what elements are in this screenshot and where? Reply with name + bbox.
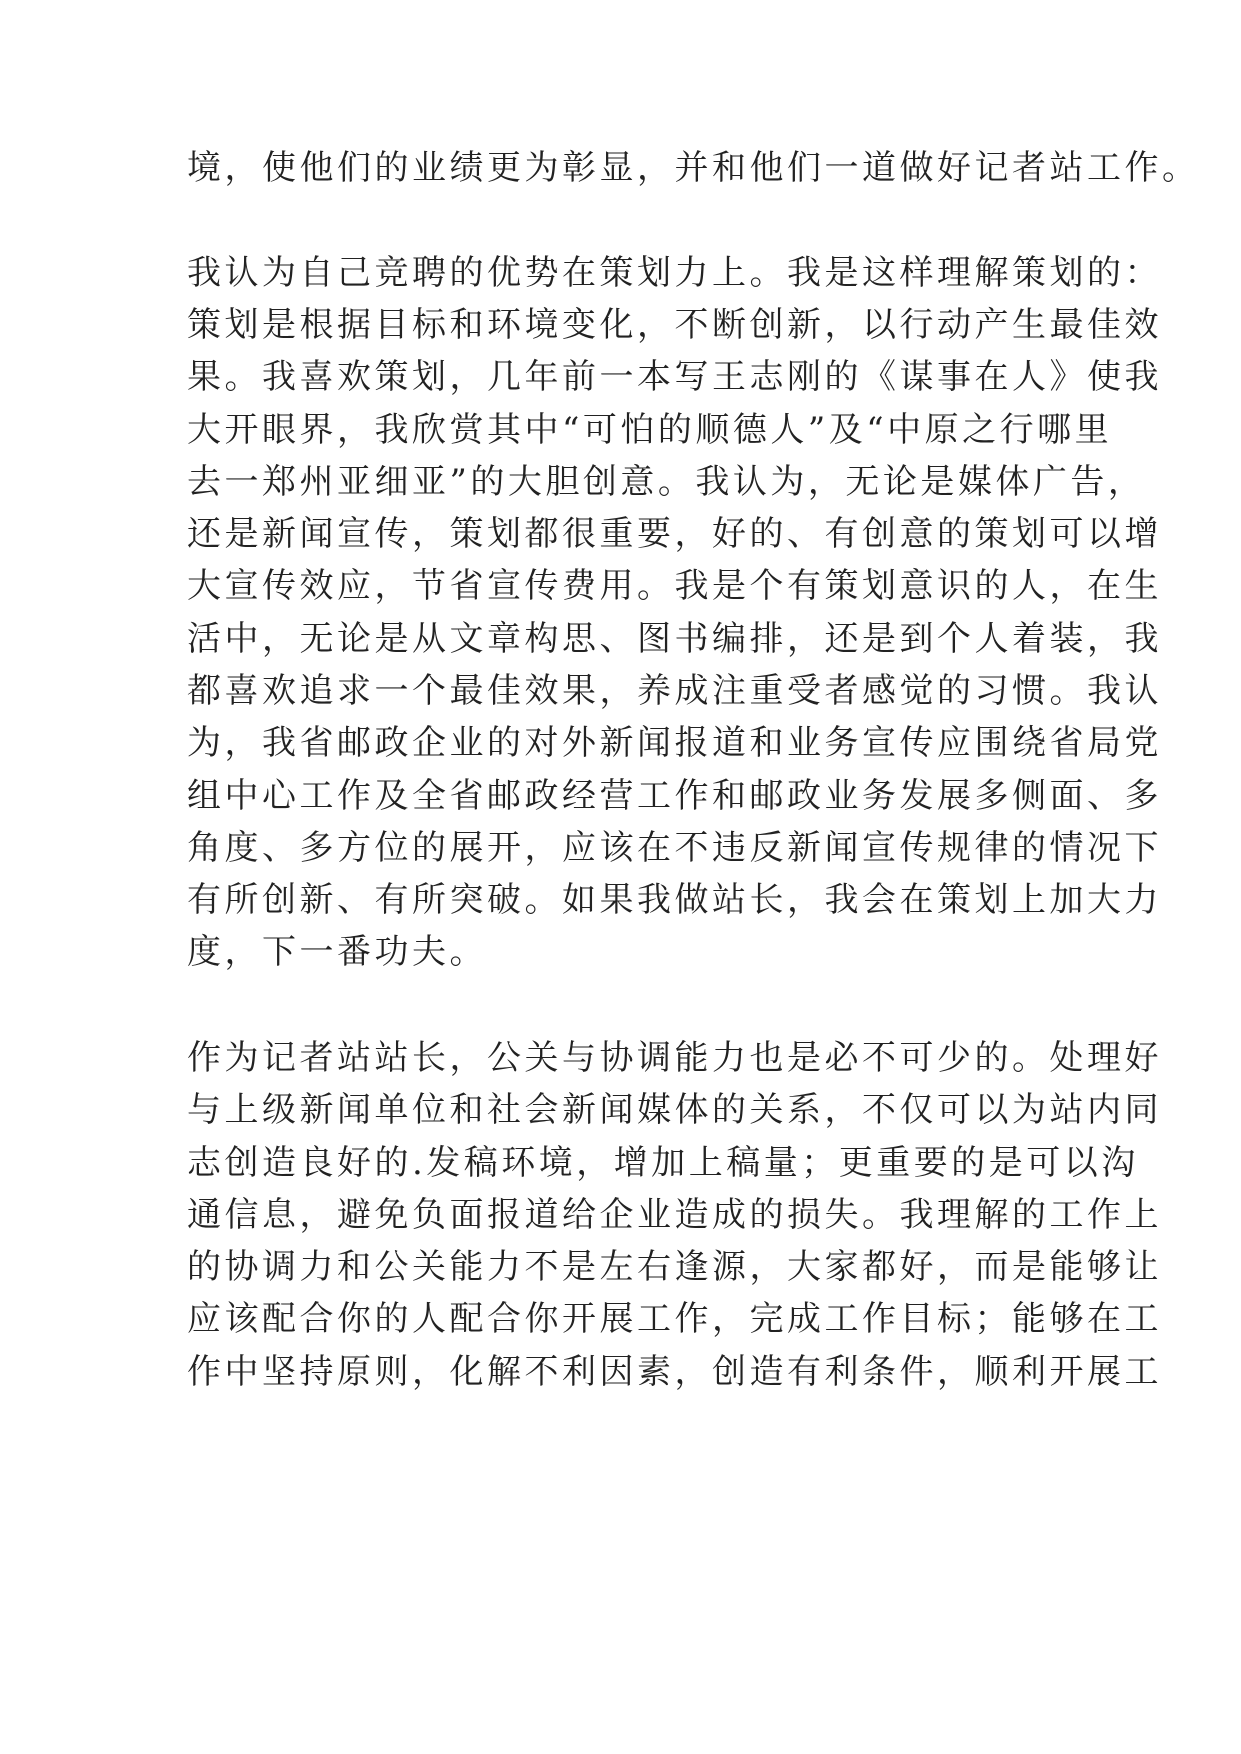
text-line: 组中心工作及全省邮政经营工作和邮政业务发展多侧面、多 [187, 776, 1162, 816]
text-line: 有所创新、有所突破。如果我做站长，我会在策划上加大力 [187, 880, 1162, 920]
text-line: 果。我喜欢策划，几年前一本写王志刚的《谋事在人》使我 [187, 357, 1162, 397]
text-line: 为，我省邮政企业的对外新闻报道和业务宣传应围绕省局党 [187, 723, 1162, 763]
text-line: 都喜欢追求一个最佳效果，养成注重受者感觉的习惯。我认 [187, 671, 1162, 711]
text-line: 角度、多方位的展开，应该在不违反新闻宣传规律的情况下 [187, 828, 1162, 868]
text-line: 还是新闻宣传，策划都很重要，好的、有创意的策划可以增 [187, 514, 1162, 554]
text-line: 活中，无论是从文章构思、图书编排，还是到个人着装，我 [187, 619, 1162, 659]
text-line: 的协调力和公关能力不是左右逢源，大家都好，而是能够让 [187, 1247, 1162, 1287]
text-line: 策划是根据目标和环境变化，不断创新，以行动产生最佳效 [187, 305, 1162, 345]
text-line: 志创造良好的.发稿环境，增加上稿量；更重要的是可以沟 [187, 1143, 1139, 1183]
text-line: 境，使他们的业绩更为彰显，并和他们一道做好记者站工作。 [187, 148, 1200, 188]
text-line: 大宣传效应，节省宣传费用。我是个有策划意识的人，在生 [187, 566, 1162, 606]
text-line: 大开眼界，我欣赏其中“可怕的顺德人”及“中原之行哪里 [187, 410, 1113, 450]
text-line: 应该配合你的人配合你开展工作，完成工作目标；能够在工 [187, 1299, 1162, 1339]
text-line: 通信息，避免负面报道给企业造成的损失。我理解的工作上 [187, 1195, 1162, 1235]
text-line: 度，下一番功夫。 [187, 932, 487, 972]
text-line: 我认为自己竞聘的优势在策划力上。我是这样理解策划的： [187, 253, 1162, 293]
text-line: 去一郑州亚细亚”的大胆创意。我认为，无论是媒体广告， [187, 462, 1146, 502]
text-line: 作为记者站站长，公关与协调能力也是必不可少的。处理好 [187, 1038, 1162, 1078]
text-line: 与上级新闻单位和社会新闻媒体的关系，不仅可以为站内同 [187, 1090, 1162, 1130]
text-line: 作中坚持原则，化解不利因素，创造有利条件，顺利开展工 [187, 1352, 1162, 1392]
